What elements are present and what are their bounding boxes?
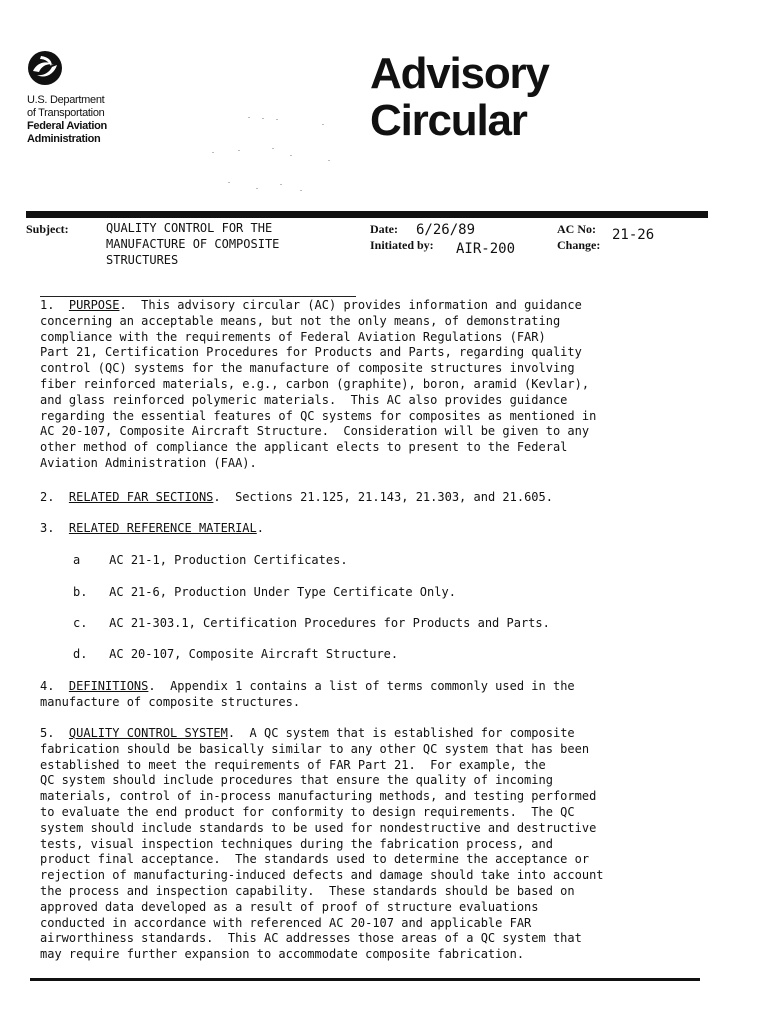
section-heading: QUALITY CONTROL SYSTEM [68,726,228,740]
title-line2: Circular [370,96,527,145]
reference-item [73,616,550,632]
subject-line: QUALITY CONTROL FOR THE [106,221,273,235]
section-heading: DEFINITIONS [68,679,149,693]
section-purpose [40,298,596,472]
paragraph-line: the process and inspection capability. These standards should be based on [40,883,575,898]
section-quality-control [40,726,604,963]
subject-label: Subject: [26,222,69,236]
paragraph-line: product final acceptance. The standards used to determine the acceptance or [40,852,590,867]
section-number: 5. [40,726,55,740]
header-rule [26,211,708,218]
document-title [370,50,549,144]
paragraph-line: airworthiness standards. This AC addresses those areas of a QC system that [40,931,582,946]
reference-item [73,553,348,569]
paragraph-line: QC system should include procedures that ensure the quality of incoming [40,773,553,788]
reference-text: AC 21-1, Production Certificates. [109,553,348,567]
reference-letter: d. [73,647,88,661]
paragraph-line: rejection of manufacturing-induced defects and damage should take into account [40,868,604,883]
reference-item [73,647,398,663]
paragraph-line: established to meet the requirements of FAR Part 21. For example, the [40,757,546,772]
reference-text: AC 20-107, Composite Aircraft Structure. [109,647,399,661]
reference-letter: a [73,553,81,567]
section-related-reference [40,521,264,537]
paragraph-line: fiber reinforced materials, e.g., carbon (graphite), boron, aramid (Kevlar), [40,376,590,391]
paragraph-text: . This advisory circular (AC) provides information and guidance [119,298,582,312]
section-heading: RELATED FAR SECTIONS [68,490,214,504]
paragraph-line: fabrication should be basically similar to any other QC system that has been [40,741,590,756]
paragraph-line: materials, control of in-process manufacturing methods, and testing performed [40,789,597,804]
paragraph-text: . [256,521,264,535]
paragraph-line: AC 20-107, Composite Aircraft Structure. Consideration will be given to any [40,424,590,439]
paragraph-line: to evaluate the end product for conformity to design requirements. The QC [40,804,575,819]
section-number: 2. [40,490,55,504]
section-number: 4. [40,679,55,693]
paragraph-line: Part 21, Certification Procedures for Products and Parts, regarding quality [40,345,582,360]
paragraph-line: manufacture of composite structures. [40,694,301,709]
paragraph-line: approved data developed as a result of proof of structure evaluations [40,899,539,914]
paragraph-text: . Appendix 1 contains a list of terms commonly used in the [148,679,575,693]
reference-letter: b. [73,585,88,599]
subject-line: STRUCTURES [106,253,179,267]
initiated-label: Initiated by: [370,238,434,252]
ac-no-value: 21-26 [612,227,655,243]
section-number: 1. [40,298,55,312]
paragraph-line: conducted in accordance with referenced AC 20-107 and applicable FAR [40,915,532,930]
paragraph-text: . A QC system that is established for composite [227,726,575,740]
subject-line: MANUFACTURE OF COMPOSITE [106,237,280,251]
paragraph-line: tests, visual inspection techniques during the fabrication process, and [40,836,553,851]
subject-divider [40,296,356,297]
paragraph-line: control (QC) systems for the manufacture of composite structures involving [40,361,575,376]
department-line1: U.S. Department [27,94,105,106]
section-related-far [40,490,553,506]
section-number: 3. [40,521,55,535]
paragraph-line: Aviation Administration (FAA). [40,455,257,470]
paragraph-line: and glass reinforced polymeric materials. This AC also provides guidance [40,392,568,407]
paragraph-line: may require further expansion to accommodate composite fabrication. [40,947,525,962]
reference-item [73,585,456,601]
department-line2: of Transportation [27,107,105,119]
section-heading: PURPOSE [68,298,120,312]
department-block [27,94,107,146]
reference-text: AC 21-6, Production Under Type Certificate Only. [109,585,456,599]
paragraph-line: other method of compliance the applicant elects to present to the Federal [40,440,568,455]
reference-text: AC 21-303.1, Certification Procedures for Products and Parts. [109,616,550,630]
agency-line2: Administration [27,133,101,145]
dot-logo-icon [27,50,63,86]
section-definitions [40,679,575,711]
reference-letter: c. [73,616,88,630]
paragraph-text: . Sections 21.125, 21.143, 21.303, and 21.605. [213,490,553,504]
paragraph-line: concerning an acceptable means, but not the only means, of demonstrating [40,313,561,328]
change-label: Change: [557,238,601,252]
footer-rule [30,978,700,981]
paragraph-line: compliance with the requirements of Federal Aviation Regulations (FAR) [40,329,546,344]
date-value: 6/26/89 [416,222,476,238]
date-label: Date: [370,222,398,236]
section-heading: RELATED REFERENCE MATERIAL [68,521,257,535]
paragraph-line: regarding the essential features of QC systems for composites as mentioned in [40,408,597,423]
paragraph-line: system should include standards to be used for nondestructive and destructive [40,820,597,835]
title-line1: Advisory [370,49,549,98]
ac-no-label: AC No: [557,222,596,236]
subject-value [106,220,279,268]
initiated-value: AIR-200 [456,241,516,257]
agency-line1: Federal Aviation [27,120,107,132]
